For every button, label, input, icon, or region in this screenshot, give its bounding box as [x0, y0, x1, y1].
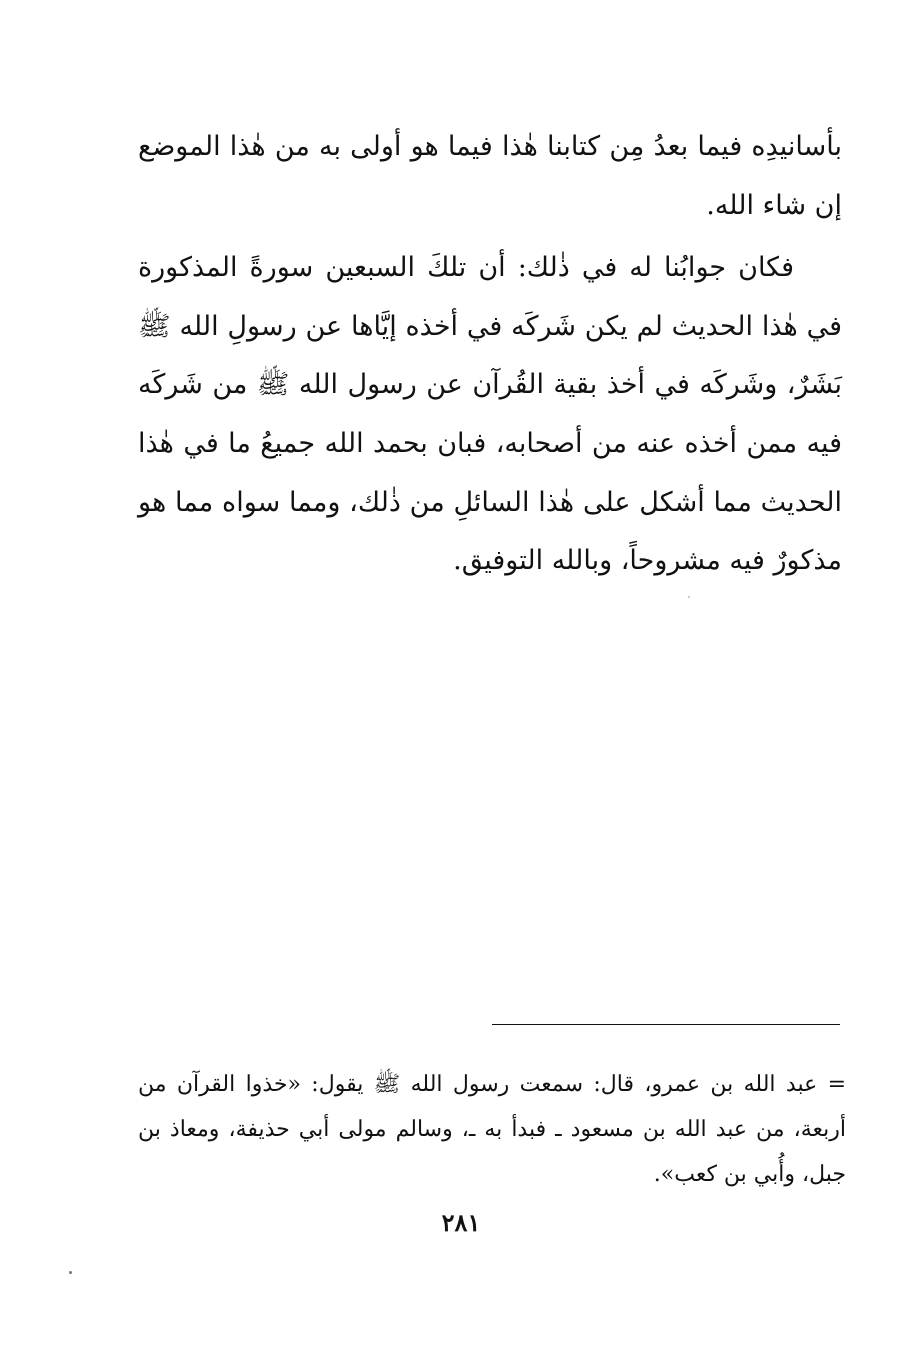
footnotes-block [138, 1062, 846, 1197]
main-text-block [138, 118, 842, 591]
paragraph-2: فكان جوابُنا له في ذٰلك: أن تلكَ السبعين سورةً المذكورة في هٰذا الحديث لم يكن شَركَه في أخذه إيَّاها عن رسولِ الله ﷺ بَشَرٌ، وشَركَه في أخذ بقية القُرآن عن رسول الله ﷺ من شَركَه فيه ممن أخذه عنه من أصحابه، فبان بحمد الله جميعُ ما في هٰذا الحديث مما أشكل على هٰذا السائلِ من ذٰلك، ومما سواه مما هو مذكورٌ فيه مشروحاً، وبالله التوفيق. [138, 252, 842, 577]
scan-speck [69, 1271, 72, 1274]
footnote-divider [492, 1024, 840, 1025]
paragraph-1: بأسانيدِه فيما بعدُ مِن كتابنا هٰذا فيما هو أولى به من هٰذا الموضع إن شاء الله. [138, 131, 842, 221]
footnote-1: = عبد الله بن عمرو، قال: سمعت رسول الله ﷺ يقول: «خذوا القرآن من أربعة، من عبد الله بن مسعود ـ فبدأ به ـ، وسالم مولى أبي حذيفة، ومعاذ بن جبل، وأُبي بن كعب». [138, 1072, 846, 1187]
scan-speck [688, 596, 690, 598]
page-number: ٢٨١ [441, 1208, 481, 1237]
